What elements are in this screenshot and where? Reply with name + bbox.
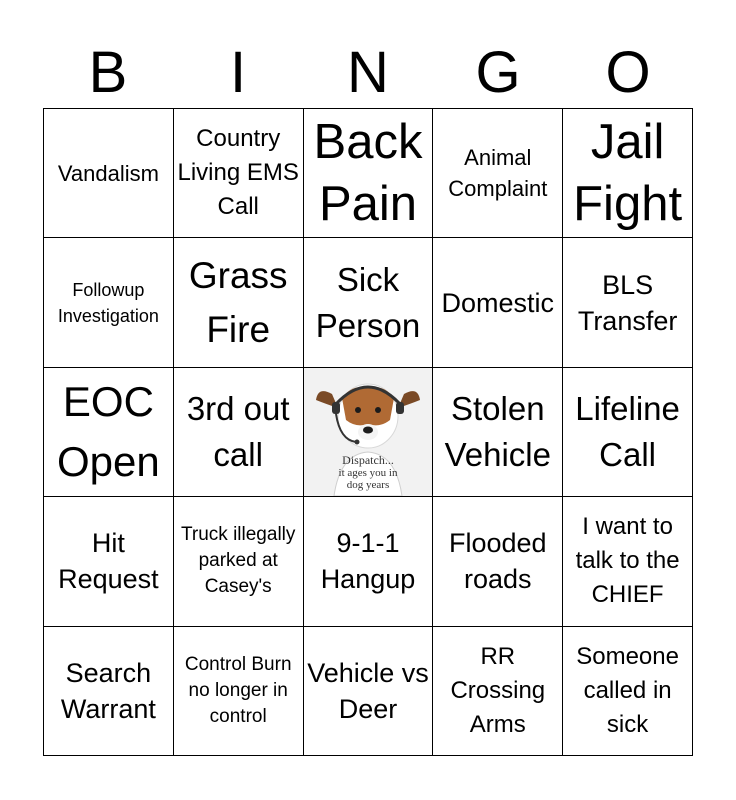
free-space-caption-1: Dispatch...: [342, 452, 394, 467]
bingo-cell[interactable]: [44, 368, 174, 497]
cell-text: Grass Fire: [188, 254, 288, 350]
cell-text: 9-1-1 Hangup: [320, 528, 416, 595]
bingo-cell[interactable]: [304, 497, 434, 626]
bingo-cell[interactable]: [174, 497, 304, 626]
free-space[interactable]: [304, 368, 434, 497]
cell-text: RR Crossing Arms: [450, 642, 546, 738]
cell-text: Stolen Vehicle: [444, 389, 551, 473]
bingo-cell[interactable]: [304, 627, 434, 756]
bingo-cell[interactable]: [304, 238, 434, 367]
free-space-caption-3: dog years: [346, 478, 390, 491]
cell-text: BLS Transfer: [577, 269, 678, 336]
header-letter-n: N: [347, 40, 389, 105]
bingo-cell[interactable]: [44, 497, 174, 626]
cell-text: Vandalism: [57, 160, 159, 186]
bingo-board: [43, 108, 693, 756]
bingo-cell[interactable]: [433, 497, 563, 626]
bingo-cell[interactable]: [304, 109, 434, 238]
bingo-cell[interactable]: [563, 368, 693, 497]
free-space-caption-2: it ages you in: [338, 466, 398, 479]
bingo-cell[interactable]: [433, 627, 563, 756]
bingo-cell[interactable]: [174, 238, 304, 367]
bingo-cell[interactable]: [44, 627, 174, 756]
cell-text: Followup Investigation: [57, 279, 159, 326]
cell-text: 3rd out call: [186, 389, 290, 473]
header-letter-o: O: [605, 40, 651, 105]
bingo-header: [43, 40, 693, 106]
header-letter-b: B: [88, 40, 128, 105]
cell-text: EOC Open: [57, 377, 160, 485]
cell-text: Someone called in sick: [576, 642, 679, 738]
bingo-cell[interactable]: [563, 238, 693, 367]
bingo-cell[interactable]: [44, 238, 174, 367]
cell-text: Domestic: [441, 287, 555, 318]
cell-text: Sick Person: [315, 260, 421, 344]
bingo-cell[interactable]: [174, 109, 304, 238]
cell-text: Flooded roads: [449, 528, 547, 595]
bingo-cell[interactable]: [174, 627, 304, 756]
header-letter-i: I: [229, 40, 247, 105]
cell-text: Control Burn no longer in control: [184, 653, 292, 727]
cell-text: Truck illegally parked at Casey's: [181, 524, 296, 598]
bingo-cell[interactable]: [563, 109, 693, 238]
header-letter-g: G: [475, 40, 521, 105]
bingo-cell[interactable]: [44, 109, 174, 238]
cell-text: Hit Request: [58, 528, 159, 595]
cell-text: Back Pain: [313, 115, 423, 232]
bingo-cell[interactable]: [433, 238, 563, 367]
cell-text: Vehicle vs Deer: [307, 657, 429, 724]
cell-text: Lifeline Call: [575, 389, 680, 473]
cell-text: Jail Fight: [573, 115, 683, 232]
bingo-cell[interactable]: [563, 497, 693, 626]
bingo-cell[interactable]: [433, 109, 563, 238]
bingo-cell[interactable]: [563, 627, 693, 756]
bingo-cell[interactable]: [174, 368, 304, 497]
bingo-cell[interactable]: [433, 368, 563, 497]
cell-text: Country Living EMS Call: [177, 125, 299, 221]
cell-text: Animal Complaint: [448, 145, 548, 202]
cell-text: Search Warrant: [60, 657, 156, 724]
cell-text: I want to talk to the CHIEF: [575, 513, 680, 609]
dog-with-headset-icon: [304, 368, 432, 496]
